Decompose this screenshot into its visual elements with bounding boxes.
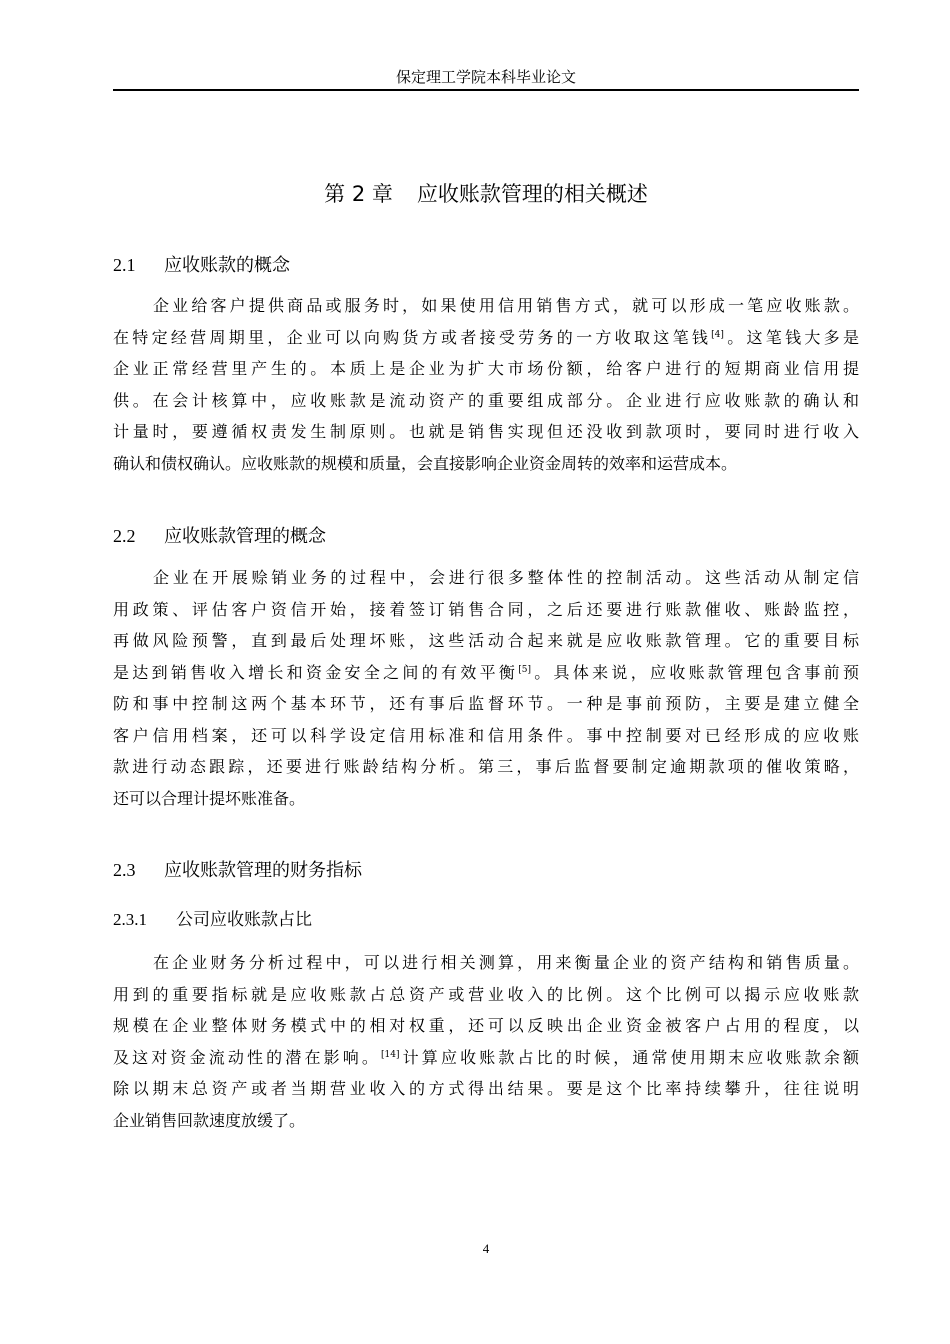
text-line: 再做风险预警，直到最后处理坏账，这些活动合起来就是应收账款管理。它的重要目标 bbox=[113, 631, 859, 650]
text-line bbox=[113, 1042, 859, 1074]
text-fragment: 在特定经营周期里，企业可以向购货方或者接受劳务的一方收取这笔钱 bbox=[113, 327, 712, 347]
text-line bbox=[113, 322, 859, 354]
text-line: 确认和债权确认。应收账款的规模和质量，会直接影响企业资金周转的效率和运营成本。 bbox=[113, 453, 738, 473]
section-number: 2.1 bbox=[113, 255, 136, 275]
text-fragment: 是达到销售收入增长和资金安全之间的有效平衡 bbox=[113, 662, 519, 682]
page-number: 4 bbox=[482, 1241, 490, 1256]
section-heading-2-2 bbox=[113, 524, 326, 549]
text-line: 供。在会计核算中，应收账款是流动资产的重要组成部分。企业进行应收账款的确认和 bbox=[113, 390, 859, 410]
text-line: 还可以合理计提坏账准备。 bbox=[113, 788, 306, 808]
citation-ref: [14] bbox=[381, 1049, 400, 1060]
section-heading-2-3 bbox=[113, 858, 362, 883]
text-fragment: 计算应收账款占比的时候，通常使用期末应收账款余额 bbox=[399, 1047, 859, 1067]
citation-ref: [4] bbox=[711, 329, 724, 340]
text-line: 企业正常经营里产生的。本质上是企业为扩大市场份额，给客户进行的短期商业信用提 bbox=[113, 359, 859, 378]
citation-ref: [5] bbox=[518, 664, 531, 675]
text-line: 计量时，要遵循权责发生制原则。也就是销售实现但还没收到款项时，要同时进行收入 bbox=[113, 422, 859, 441]
section-title: 应收账款的概念 bbox=[164, 255, 290, 276]
chapter-title bbox=[113, 180, 859, 208]
subsection-2-3-1-paragraph bbox=[113, 947, 859, 1136]
text-line bbox=[113, 657, 859, 689]
text-line: 客户信用档案，还可以科学设定信用标准和信用条件。事中控制要对已经形成的应收账 bbox=[113, 725, 859, 745]
text-line: 用政策、评估客户资信开始，接着签订销售合同，之后还要进行账款催收、账龄监控， bbox=[113, 599, 859, 619]
text-line: 规模在企业整体财务模式中的相对权重，还可以反映出企业资金被客户占用的程度，以 bbox=[113, 1016, 859, 1035]
section-title: 应收账款管理的财务指标 bbox=[164, 860, 362, 881]
text-fragment: 及这对资金流动性的潜在影响。 bbox=[113, 1047, 382, 1067]
text-line: 在企业财务分析过程中，可以进行相关测算，用来衡量企业的资产结构和销售质量。 bbox=[153, 953, 859, 972]
text-line: 款进行动态跟踪，还要进行账龄结构分析。第三，事后监督要制定逾期款项的催收策略， bbox=[113, 757, 859, 776]
chapter-number: 第 2 章 bbox=[324, 182, 393, 206]
chapter-title-text: 应收账款管理的相关概述 bbox=[416, 182, 648, 206]
section-heading-2-1 bbox=[113, 253, 290, 278]
text-fragment: 。具体来说，应收账款管理包含事前预 bbox=[530, 662, 859, 682]
subsection-heading-2-3-1 bbox=[113, 909, 312, 931]
text-line: 防和事中控制这两个基本环节，还有事后监督环节。一种是事前预防，主要是建立健全 bbox=[113, 694, 859, 713]
text-line: 企业给客户提供商品或服务时，如果使用信用销售方式，就可以形成一笔应收账款。 bbox=[153, 296, 859, 315]
subsection-number: 2.3.1 bbox=[113, 910, 147, 929]
text-line: 企业销售回款速度放缓了。 bbox=[113, 1110, 306, 1130]
page-header: 保定理工学院本科毕业论文 bbox=[395, 68, 576, 86]
text-line: 企业在开展赊销业务的过程中，会进行很多整体性的控制活动。这些活动从制定信 bbox=[153, 568, 859, 587]
text-line: 除以期末总资产或者当期营业收入的方式得出结果。要是这个比率持续攀升，往往说明 bbox=[113, 1079, 859, 1098]
header-rule bbox=[113, 89, 859, 91]
section-2-1-paragraph bbox=[113, 290, 859, 479]
section-title: 应收账款管理的概念 bbox=[164, 526, 326, 547]
section-number: 2.2 bbox=[113, 526, 136, 546]
subsection-title: 公司应收账款占比 bbox=[176, 910, 312, 930]
text-line: 用到的重要指标就是应收账款占总资产或营业收入的比例。这个比例可以揭示应收账款 bbox=[113, 984, 859, 1004]
section-number: 2.3 bbox=[113, 860, 136, 880]
section-2-2-paragraph bbox=[113, 562, 859, 814]
text-fragment: 。这笔钱大多是 bbox=[723, 327, 859, 347]
